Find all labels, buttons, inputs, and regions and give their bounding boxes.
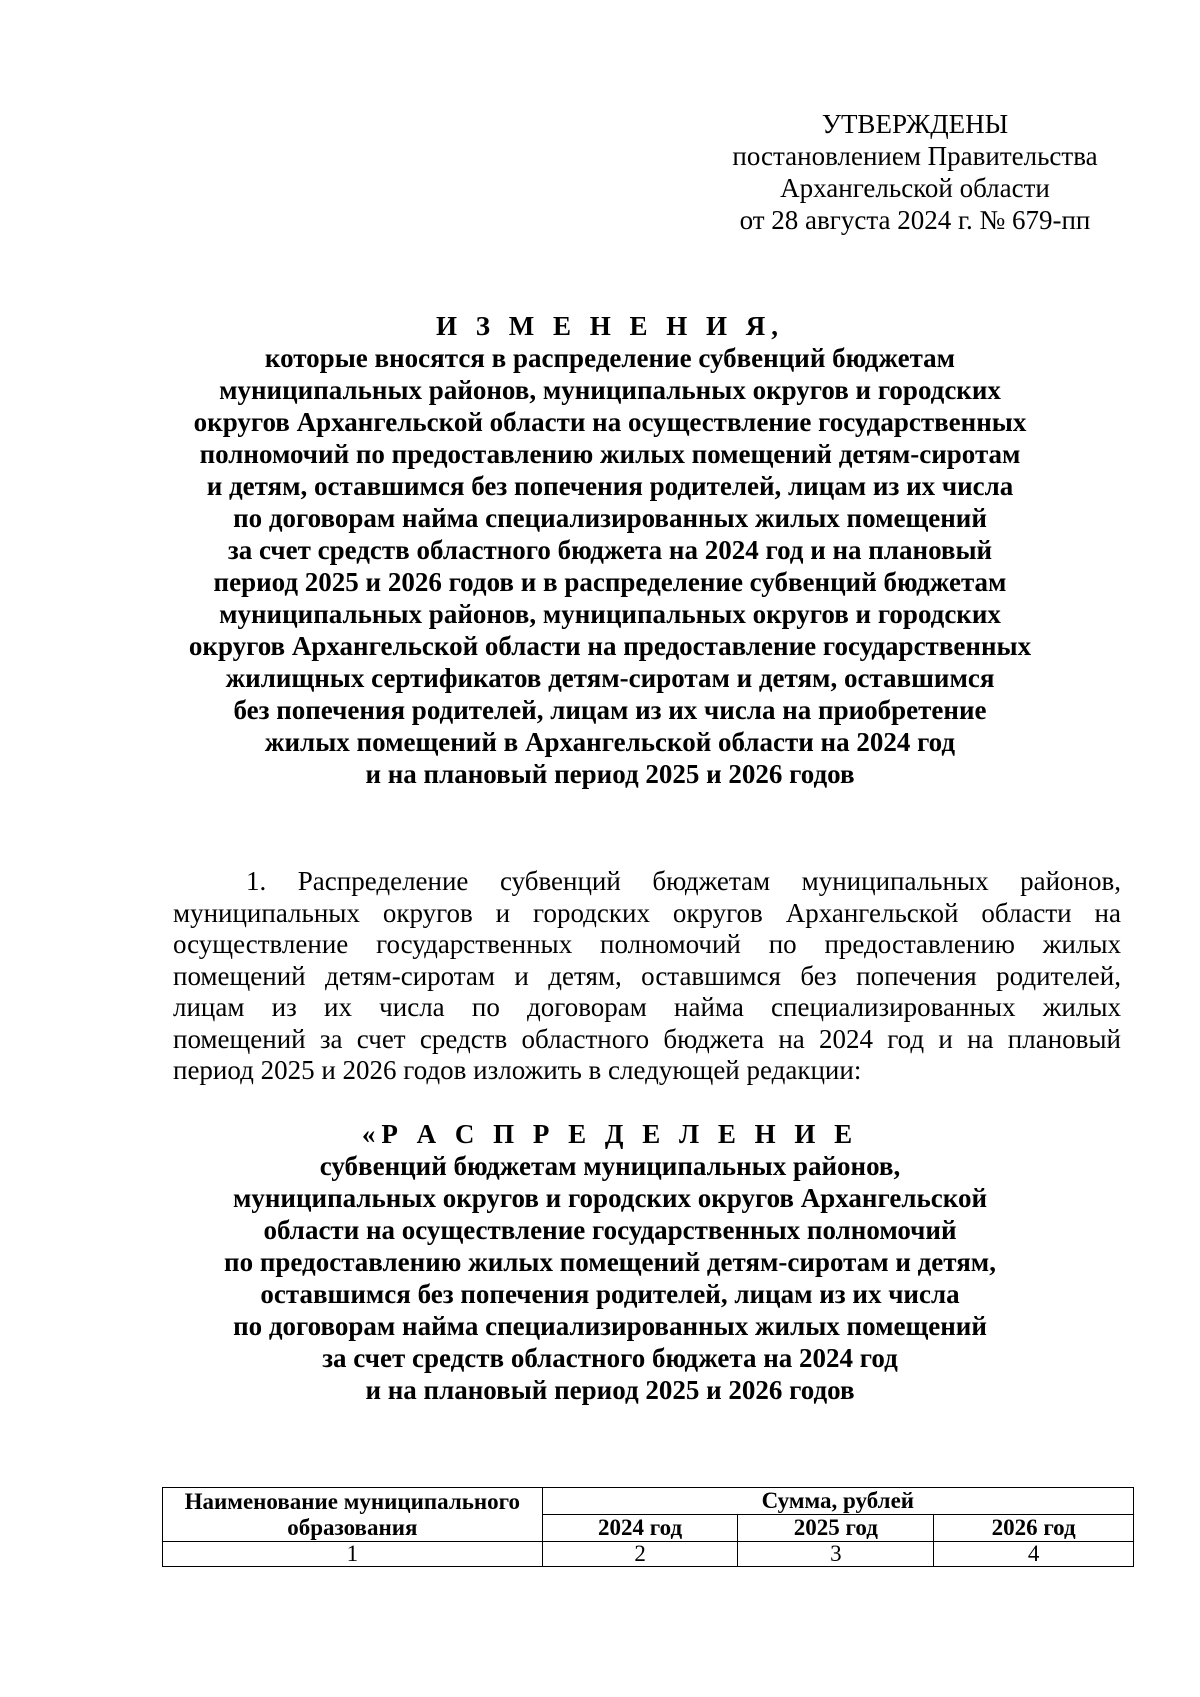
title-line: которые вносятся в распределение субвенций бюджетам [264,343,956,373]
column-number: 2 [542,1542,738,1567]
title-line: жилищных сертификатов детям-сиротам и детям, оставшимся [225,663,995,693]
title-line: и детям, оставшимся без попечения родителей, лицам из их числа [206,471,1014,501]
title-line: округов Архангельской области на предоставление государственных [188,631,1032,661]
distribution-table [162,1487,1134,1567]
paragraph-line: помещений детям-сиротам и детям, оставшимся без попечения родителей, [173,960,1121,991]
paragraph-line: период 2025 и 2026 годов изложить в следующей редакции: [173,1055,862,1085]
municipality-header [163,1488,543,1542]
distribution-line: по договорам найма специализированных жилых помещений [233,1311,987,1341]
paragraph-line: муниципальных округов и городских округов Архангельской области на [173,897,1121,928]
year-header-2024: 2024 год [542,1515,738,1542]
table-header-row [163,1488,1134,1515]
approval-by: постановлением Правительства [732,141,1098,171]
year-header-2026: 2026 год [934,1515,1134,1542]
municipality-header-line2: образования [287,1514,418,1540]
title-line: муниципальных районов, муниципальных округов и городских [219,599,1001,629]
distribution-heading: «Р А С П Р Е Д Е Л Е Н И Е [361,1119,859,1149]
column-number: 1 [163,1542,543,1567]
paragraph-line: 1. Распределение субвенций бюджетам муниципальных районов, [246,866,1121,896]
title-heading: И З М Е Н Е Н И Я, [435,311,784,341]
paragraph-line: помещений за счет средств областного бюджета на 2024 год и на плановый [173,1023,1121,1054]
paragraph-1 [173,866,1121,1087]
approval-region: Архангельской области [780,173,1050,203]
title-line: период 2025 и 2026 годов и в распределение субвенций бюджетам [213,567,1007,597]
approval-stamp [700,108,1130,236]
year-header-2025: 2025 год [738,1515,934,1542]
distribution-line: и на плановый период 2025 и 2026 годов [365,1375,855,1405]
column-number: 3 [738,1542,934,1567]
approval-date: от 28 августа 2024 г. № 679-пп [739,205,1091,235]
title-line: жилых помещений в Архангельской области на 2024 год [264,727,956,757]
title-line: полномочий по предоставлению жилых помещений детям-сиротам [199,439,1021,469]
title-line: округов Архангельской области на осуществление государственных [193,407,1027,437]
approval-title: УТВЕРЖДЕНЫ [821,109,1009,139]
document-title [160,310,1060,790]
distribution-line: муниципальных округов и городских округов Архангельской [232,1183,988,1213]
table-row [163,1542,1134,1567]
municipality-header-line1: Наименование муниципального [184,1488,521,1514]
title-line: по договорам найма специализированных жилых помещений [233,503,987,533]
distribution-line: оставшимся без попечения родителей, лицам из их числа [260,1279,960,1309]
distribution-line: за счет средств областного бюджета на 2024 год [322,1343,898,1373]
title-line: без попечения родителей, лицам из их числа на приобретение [233,695,987,725]
title-line: муниципальных районов, муниципальных округов и городских [219,375,1001,405]
sum-header: Сумма, рублей [542,1488,1133,1515]
distribution-line: субвенций бюджетам муниципальных районов, [319,1151,901,1181]
paragraph-line: лицам из их числа по договорам найма специализированных жилых [173,992,1121,1022]
title-line: за счет средств областного бюджета на 2024 год и на плановый [227,535,993,565]
distribution-title [160,1118,1060,1406]
distribution-line: по предоставлению жилых помещений детям-сиротам и детям, [224,1247,996,1277]
paragraph-line: осуществление государственных полномочий по предоставлению жилых [173,929,1121,959]
column-number: 4 [934,1542,1134,1567]
distribution-line: области на осуществление государственных полномочий [263,1215,957,1245]
title-line: и на плановый период 2025 и 2026 годов [365,759,855,789]
